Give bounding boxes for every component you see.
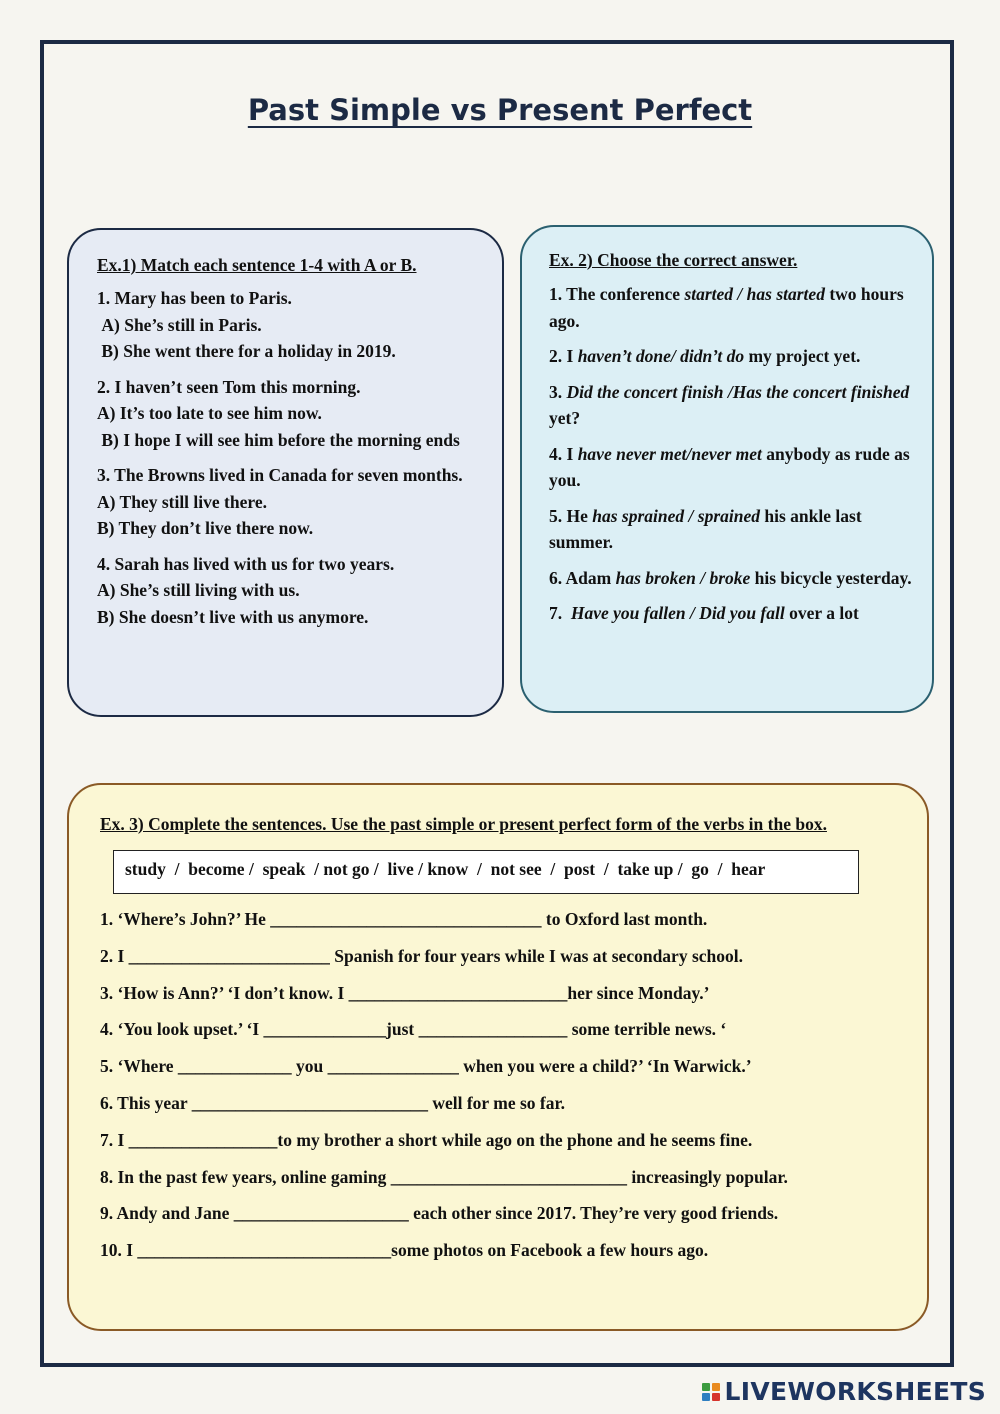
answer-option: A) She’s still living with us. (97, 580, 300, 600)
exercise-2-item (549, 600, 914, 627)
exercise-2-heading: Ex. 2) Choose the correct answer. (549, 250, 798, 270)
exercise-3-sentence: 3. ‘How is Ann?’ ‘I don’t know. I _________________________her since Monday.’ (100, 982, 710, 1003)
answer-option: A) She’s still in Paris. (97, 314, 262, 335)
exercise-1-question (97, 462, 478, 542)
item-text: 2. I (549, 346, 578, 366)
item-text: 4. I (549, 443, 578, 464)
exercise-3-heading: Ex. 3) Complete the sentences. Use the past simple or present perfect form of the verbs in the box. (100, 814, 827, 834)
question-text: 3. The Browns lived in Canada for seven months. (97, 465, 463, 485)
exercise-2-item (549, 565, 914, 592)
exercise-3-sentence: 8. In the past few years, online gaming ___________________________ increasingly popular. (100, 1166, 788, 1187)
answer-choices: started / has started (684, 284, 825, 304)
exercise-3-sentence: 5. ‘Where _____________ you _______________ when you were a child?’ ‘In Warwick.’ (100, 1056, 752, 1077)
question-text: 1. Mary has been to Paris. (97, 288, 292, 308)
exercise-2-item (549, 441, 914, 494)
answer-option: B) They don’t live there now. (97, 518, 314, 538)
item-text: 1. The conference (549, 284, 685, 304)
verb-box: study / become / speak / not go / live / know / not see / post / take up / go / hear (113, 850, 859, 894)
exercise-1-box (67, 228, 504, 717)
item-text: 5. He (549, 505, 593, 526)
exercise-3-sentence: 4. ‘You look upset.’ ‘I ______________just _________________ some terrible news. ‘ (100, 1019, 727, 1040)
exercise-1-question (97, 551, 478, 631)
exercise-2-item (549, 281, 914, 334)
exercise-1-question (97, 374, 478, 454)
answer-option: B) She went there for a holiday in 2019. (97, 341, 396, 361)
item-text: my project yet. (744, 346, 861, 366)
exercise-2-box (520, 225, 934, 713)
logo-text: LIVEWORKSHEETS (724, 1377, 986, 1406)
exercise-2-item (549, 379, 914, 432)
answer-choices: has sprained / sprained (592, 505, 761, 526)
item-text: yet? (549, 381, 914, 428)
item-text: over a lot (784, 603, 859, 623)
item-text: his bicycle yesterday. (750, 567, 912, 588)
logo-square (712, 1383, 720, 1391)
logo-square (712, 1393, 720, 1401)
exercise-3-box (67, 783, 929, 1331)
liveworksheets-logo (702, 1377, 986, 1406)
exercise-2-questions (549, 281, 914, 627)
exercise-3-sentence: 7. I _________________to my brother a short while ago on the phone and he seems fine. (100, 1129, 753, 1150)
item-text: anybody as rude as you. (549, 443, 915, 490)
logo-icon (702, 1383, 720, 1401)
item-text: 3. (549, 381, 567, 402)
page-title: Past Simple vs Present Perfect (247, 93, 753, 127)
exercise-2-item (549, 343, 914, 370)
answer-option: B) I hope I will see him before the morning ends (97, 429, 460, 450)
exercise-3-sentence: 10. I _____________________________some photos on Facebook a few hours ago. (100, 1240, 709, 1261)
item-text: two hours ago. (549, 284, 909, 331)
answer-choices: have never met/never met (577, 443, 762, 464)
answer-option: A) It’s too late to see him now. (97, 403, 322, 423)
logo-square (702, 1383, 710, 1391)
exercise-1-heading: Ex.1) Match each sentence 1-4 with A or B. (97, 255, 417, 275)
answer-choices: has broken / broke (615, 567, 751, 588)
exercise-3-sentence: 9. Andy and Jane ____________________ each other since 2017. They’re very good friends. (100, 1203, 779, 1224)
answer-choices: Did the concert finish /Has the concert finished (566, 381, 910, 402)
exercise-2-item (549, 503, 914, 556)
answer-option: B) She doesn’t live with us anymore. (97, 606, 369, 627)
exercise-3-sentences (100, 901, 903, 1269)
item-text: his ankle last summer. (549, 505, 867, 552)
answer-choices: haven’t done/ didn’t do (577, 346, 745, 366)
question-text: 4. Sarah has lived with us for two years. (97, 553, 395, 574)
item-text: 6. Adam (549, 567, 616, 588)
question-text: 2. I haven’t seen Tom this morning. (97, 376, 361, 397)
exercise-1-questions (97, 285, 478, 630)
item-text: 7. (549, 603, 571, 623)
logo-square (702, 1393, 710, 1401)
exercise-3-sentence: 1. ‘Where’s John?’ He _______________________________ to Oxford last month. (100, 909, 708, 929)
exercise-1-question (97, 285, 478, 365)
exercise-3-sentence: 2. I _______________________ Spanish for four years while I was at secondary school. (100, 945, 743, 966)
exercise-3-sentence: 6. This year ___________________________ well for me so far. (100, 1092, 566, 1113)
answer-option: A) They still live there. (97, 491, 267, 512)
answer-choices: Have you fallen / Did you fall (570, 603, 785, 623)
